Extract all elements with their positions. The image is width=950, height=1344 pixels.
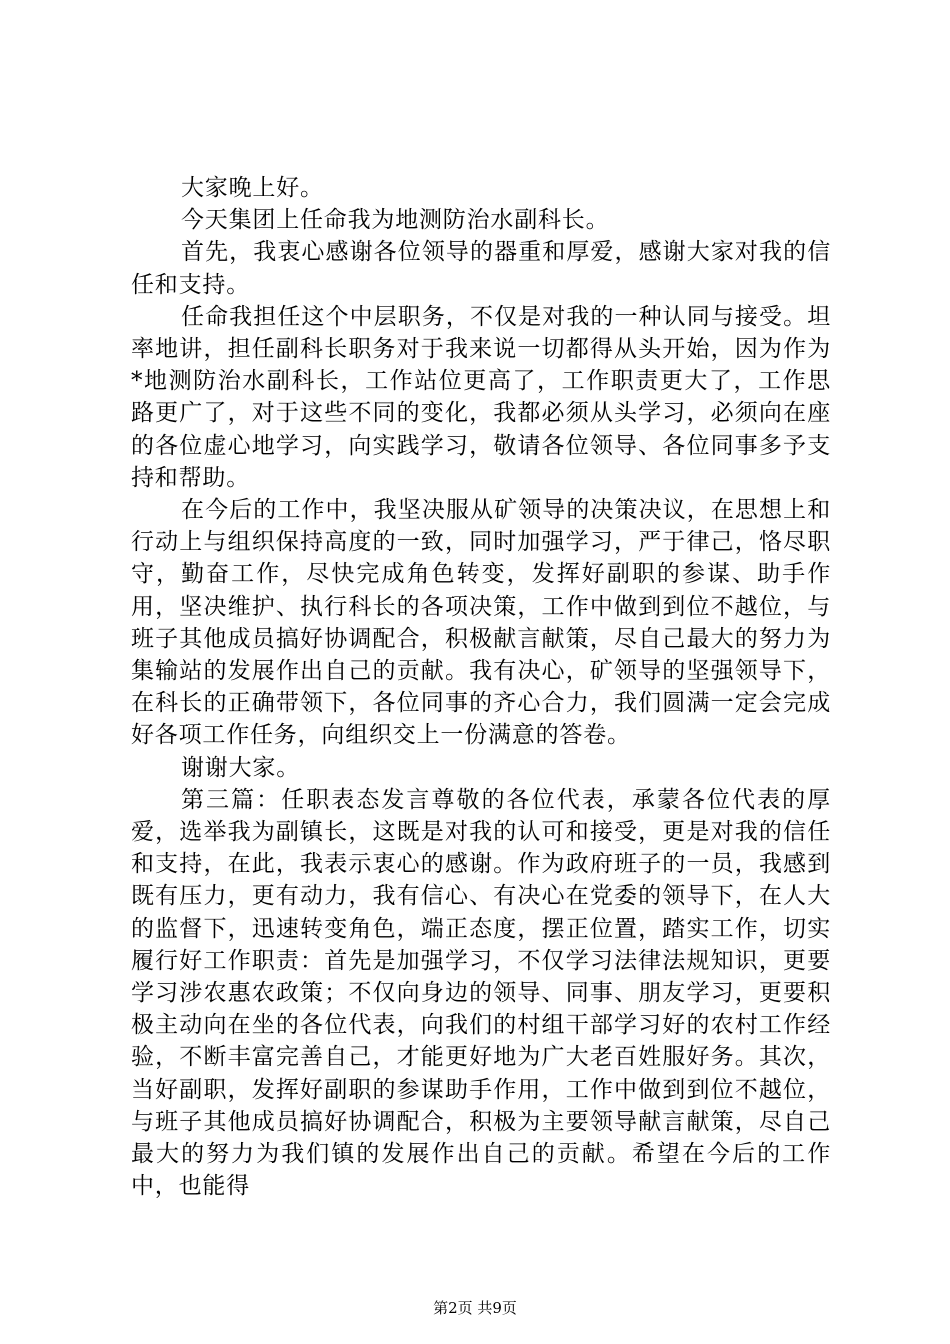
paragraph-thanks: 首先，我衷心感谢各位领导的器重和厚爱，感谢大家对我的信任和支持。 <box>131 239 831 298</box>
paragraph-appointment: 今天集团上任命我为地测防治水副科长。 <box>181 207 610 234</box>
document-body <box>131 172 831 1203</box>
paragraph-third-article: 第三篇：任职表态发言尊敬的各位代表，承蒙各位代表的厚爱，选举我为副镇长，这既是对我的认可和接受，更是对我的信任和支持，在此，我表示衷心的感谢。作为政府班子的一员，我感到既有压力，更有动力，我有信心、有决心在党委的领导下，在人大的监督下，迅速转变角色，端正态度，摆正位置，踏实工作，切实履行好工作职责：首先是加强学习，不仅学习法律法规知识，更要学习涉农惠农政策；不仅向身边的领导、同事、朋友学习，更要积极主动向在坐的各位代表，向我们的村组干部学习好的农村工作经验，不断丰富完善自己，才能更好地为广大老百姓服好务。其次，当好副职，发挥好副职的参谋助手作用，工作中做到到位不越位，与班子其他成员搞好协调配合，积极为主要领导献言献策，尽自己最大的努力为我们镇的发展作出自己的贡献。希望在今后的工作中，也能得 <box>131 786 831 1200</box>
paragraph-commitment: 在今后的工作中，我坚决服从矿领导的决策决议，在思想上和行动上与组织保持高度的一致，同时加强学习，严于律己，恪尽职守，勤奋工作，尽快完成角色转变，发挥好副职的参谋、助手作用，坚决维护、执行科长的各项决策，工作中做到到位不越位，与班子其他成员搞好协调配合，积极献言献策，尽自己最大的努力为集输站的发展作出自己的贡献。我有决心，矿领导的坚强领导下，在科长的正确带领下，各位同事的齐心合力，我们圆满一定会完成好各项工作任务，向组织交上一份满意的答卷。 <box>131 497 831 749</box>
page-number-footer: 第2页 共9页 <box>433 1299 517 1317</box>
paragraph-greeting: 大家晚上好。 <box>181 175 324 201</box>
paragraph-position: 任命我担任这个中层职务，不仅是对我的一种认同与接受。坦率地讲，担任副科长职务对于我来说一切都得从头开始，因为作为*地测防治水副科长，工作站位更高了，工作职责更大了，工作思路更广了，对于这些不同的变化，我都必须从头学习，必须向在座的各位虚心地学习，向实践学习，敬请各位领导、各位同事多予支持和帮助。 <box>131 303 831 491</box>
paragraph-closing: 谢谢大家。 <box>181 754 300 781</box>
